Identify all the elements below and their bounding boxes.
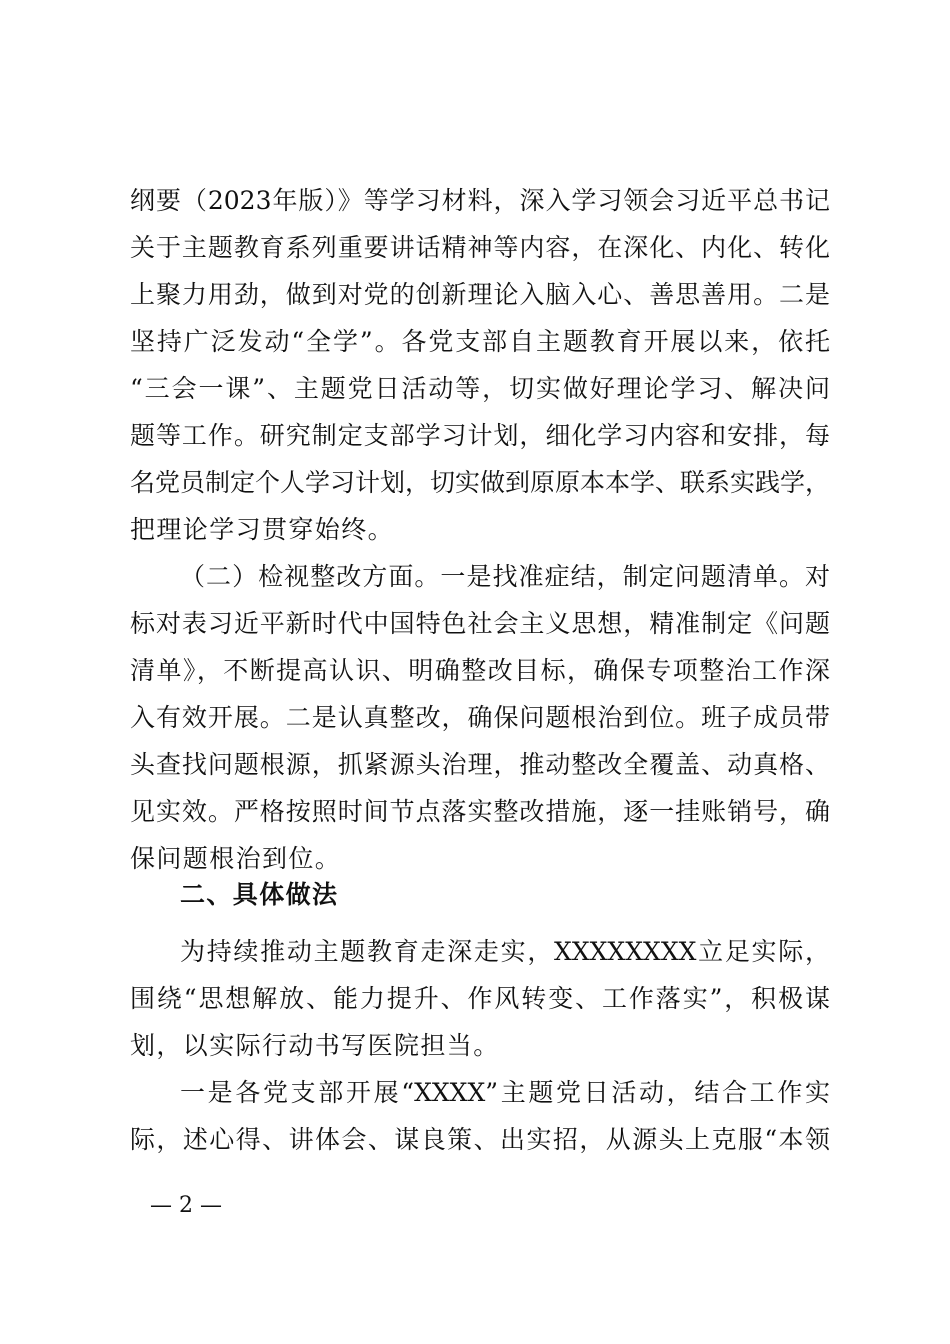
text-line: 把理论学习贯穿始终。 — [130, 515, 395, 544]
section-heading: 二、具体做法 — [180, 880, 339, 909]
text-line: 保问题根治到位。 — [130, 844, 342, 873]
text-line: 一是各党支部开展“XXXX”主题党日活动，结合工作实 — [180, 1078, 830, 1107]
text-line: 题等工作。研究制定支部学习计划，细化学习内容和安排，每 — [130, 421, 830, 450]
text-line: 为持续推动主题教育走深走实，XXXXXXXX立足实际， — [180, 937, 830, 966]
text-line: 清单》，不断提高认识、明确整改目标，确保专项整治工作深 — [130, 656, 830, 685]
text-line: 头查找问题根源，抓紧源头治理，推动整改全覆盖、动真格、 — [130, 750, 830, 779]
text-line: 见实效。严格按照时间节点落实整改措施，逐一挂账销号，确 — [130, 797, 830, 826]
text-line: 际，述心得、讲体会、谋良策、出实招，从源头上克服“本领 — [130, 1125, 830, 1154]
section-heading-line: （二）检视整改方面。一是找准症结，制定问题清单。对 — [180, 562, 830, 591]
text-line: 名党员制定个人学习计划，切实做到原原本本学、联系实践学， — [130, 468, 831, 497]
text-line: 坚持广泛发动“全学”。各党支部自主题教育开展以来，依托 — [130, 327, 830, 356]
text-line: 标对表习近平新时代中国特色社会主义思想，精准制定《问题 — [130, 609, 830, 638]
text-line: 围绕“思想解放、能力提升、作风转变、工作落实”，积极谋 — [130, 984, 830, 1013]
text-line: 划，以实际行动书写医院担当。 — [130, 1031, 500, 1060]
text-line: 上聚力用劲，做到对党的创新理论入脑入心、善思善用。二是 — [130, 280, 830, 309]
text-line: 关于主题教育系列重要讲话精神等内容，在深化、内化、转化 — [130, 233, 830, 262]
page-number: — 2 — — [150, 1193, 222, 1218]
text-line: 入有效开展。二是认真整改，确保问题根治到位。班子成员带 — [130, 703, 830, 732]
text-line: 纲要（2023年版）》等学习材料，深入学习领会习近平总书记 — [130, 186, 830, 215]
text-line: “三会一课”、主题党日活动等，切实做好理论学习、解决问 — [130, 374, 830, 403]
